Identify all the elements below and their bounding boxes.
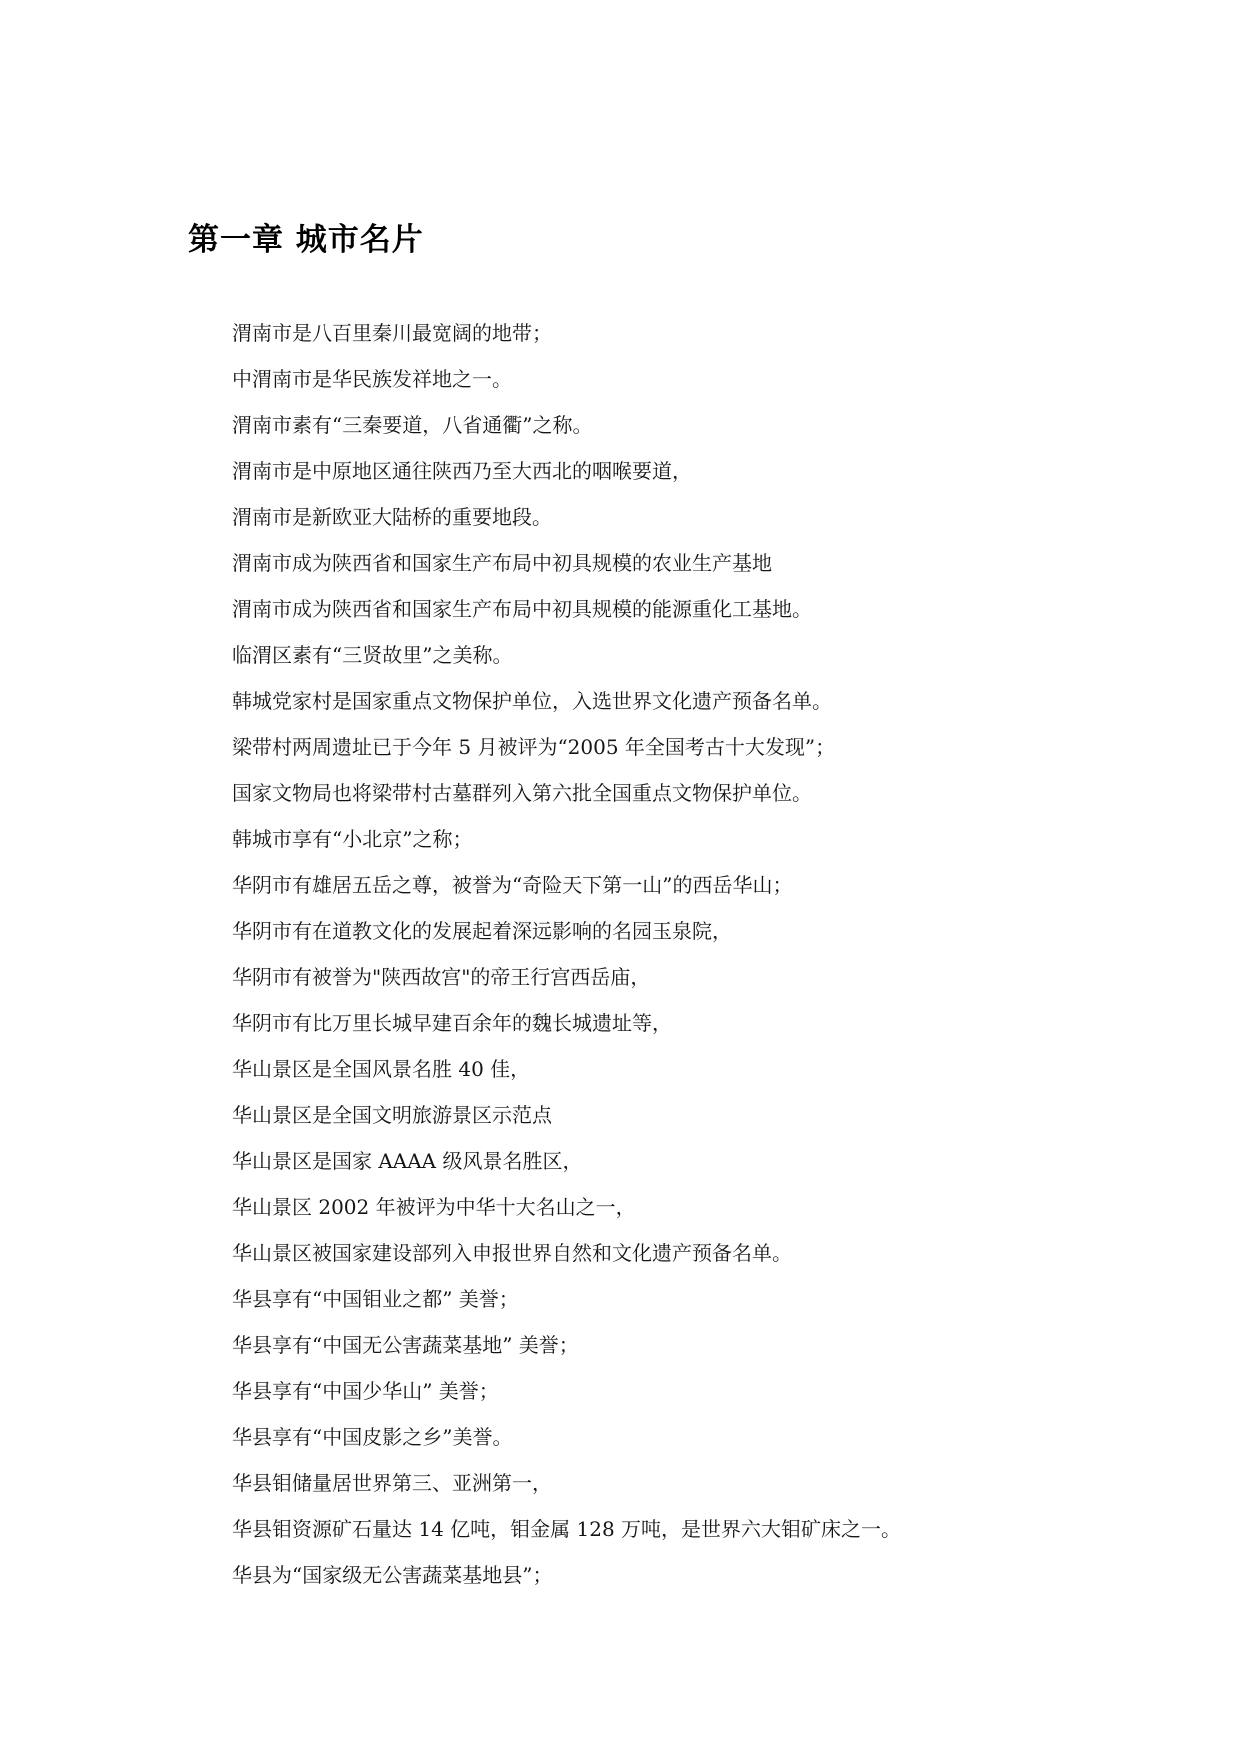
text-line: 华山景区是全国风景名胜 40 佳， <box>232 1057 531 1081</box>
text-line: 韩城市享有“小北京”之称； <box>232 827 473 851</box>
text-line: 华县享有“中国无公害蔬菜基地” 美誉； <box>232 1333 579 1357</box>
text-line: 华县钼资源矿石量达 14 亿吨，钼金属 128 万吨，是世界六大钼矿床之一。 <box>232 1517 902 1541</box>
text-line: 国家文物局也将梁带村古墓群列入第六批全国重点文物保护单位。 <box>232 781 812 805</box>
text-line: 华山景区是国家 AAAA 级风景名胜区， <box>232 1149 583 1173</box>
text-line: 华阴市有比万里长城早建百余年的魏长城遗址等， <box>232 1011 672 1035</box>
text-line: 渭南市成为陕西省和国家生产布局中初具规模的能源重化工基地。 <box>232 597 812 621</box>
text-line: 华山景区被国家建设部列入申报世界自然和文化遗产预备名单。 <box>232 1241 792 1265</box>
text-lines <box>232 318 901 1606</box>
text-line: 华县为“国家级无公害蔬菜基地县”； <box>232 1563 553 1587</box>
chapter-title: 第一章 城市名片 <box>188 222 424 258</box>
text-line: 华阴市有在道教文化的发展起着深远影响的名园玉泉院， <box>232 919 732 943</box>
text-line: 中渭南市是华民族发祥地之一。 <box>232 367 512 391</box>
text-line: 渭南市成为陕西省和国家生产布局中初具规模的农业生产基地 <box>232 551 772 575</box>
text-line: 渭南市是中原地区通往陕西乃至大西北的咽喉要道， <box>232 459 692 483</box>
text-line: 渭南市是八百里秦川最宽阔的地带； <box>232 321 552 345</box>
text-line: 华县钼储量居世界第三、亚洲第一， <box>232 1471 552 1495</box>
text-line: 临渭区素有“三贤故里”之美称。 <box>232 643 513 667</box>
text-line: 梁带村两周遗址已于今年 5 月被评为“2005 年全国考古十大发现”； <box>232 735 836 759</box>
text-line: 华山景区 2002 年被评为中华十大名山之一， <box>232 1195 636 1219</box>
text-line: 华县享有“中国钼业之都” 美誉； <box>232 1287 519 1311</box>
text-line: 华山景区是全国文明旅游景区示范点 <box>232 1103 552 1127</box>
text-line: 韩城党家村是国家重点文物保护单位，入选世界文化遗产预备名单。 <box>232 689 832 713</box>
text-line: 渭南市是新欧亚大陆桥的重要地段。 <box>232 505 552 529</box>
text-line: 华县享有“中国皮影之乡”美誉。 <box>232 1425 513 1449</box>
text-line: 华阴市有雄居五岳之尊，被誉为“奇险天下第一山”的西岳华山； <box>232 873 793 897</box>
text-line: 华县享有“中国少华山” 美誉； <box>232 1379 499 1403</box>
text-line: 华阴市有被誉为"陕西故宫"的帝王行宫西岳庙， <box>232 965 651 989</box>
text-line: 渭南市素有“三秦要道，八省通衢”之称。 <box>232 413 593 437</box>
